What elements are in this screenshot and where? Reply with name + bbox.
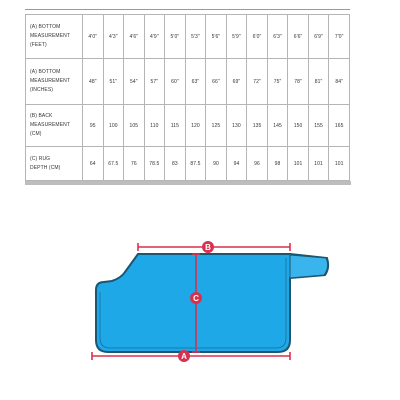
table-cell: 72" — [247, 59, 268, 105]
table-cell: 6'0" — [247, 15, 268, 59]
table-cell: 60" — [165, 59, 186, 105]
table-cell: 105 — [124, 105, 145, 147]
row-header-line: (B) BACK — [30, 113, 53, 119]
row-header-line: (A) BOTTOM — [30, 69, 61, 75]
table-cell: 98 — [267, 147, 288, 181]
table-cell: 150 — [288, 105, 309, 147]
table-cell: 94 — [226, 147, 247, 181]
table-cell: 95 — [83, 105, 104, 147]
table-cell: 4'6" — [124, 15, 145, 59]
table-cell: 84" — [329, 59, 350, 105]
table-cell: 76 — [124, 147, 145, 181]
label-b: B — [205, 243, 211, 252]
table-cell: 155 — [308, 105, 329, 147]
table-cell: 63" — [185, 59, 206, 105]
table-cell: 54" — [124, 59, 145, 105]
table-cell: 165 — [329, 105, 350, 147]
table-cell: 115 — [165, 105, 186, 147]
table-cell: 69" — [226, 59, 247, 105]
table-cell: 67.5 — [103, 147, 124, 181]
table-cell: 64 — [83, 147, 104, 181]
table-cell: 101 — [288, 147, 309, 181]
table-cell: 101 — [329, 147, 350, 181]
table-cell: 87.5 — [185, 147, 206, 181]
row-header-line: (A) BOTTOM — [30, 24, 61, 30]
row-header-line: DEPTH (CM) — [30, 164, 61, 171]
row-header-line: MEASUREMENT — [30, 78, 70, 84]
table-cell: 6'3" — [267, 15, 288, 59]
table-cell: 5'3" — [185, 15, 206, 59]
row-header-line: (FEET) — [30, 42, 47, 48]
table-cell: 83 — [165, 147, 186, 181]
table-cell: 5'6" — [206, 15, 227, 59]
table-cell: 110 — [144, 105, 165, 147]
label-c: C — [193, 294, 199, 303]
table-cell: 6'9" — [308, 15, 329, 59]
table-cell: 125 — [206, 105, 227, 147]
row-header-line: (INCHES) — [30, 87, 54, 93]
table-cell: 48" — [83, 59, 104, 105]
table-cell: 145 — [267, 105, 288, 147]
table-cell: 81" — [308, 59, 329, 105]
table-cell: 66" — [206, 59, 227, 105]
table-cell: 57" — [144, 59, 165, 105]
table-cell: 120 — [185, 105, 206, 147]
table-cell: 78" — [288, 59, 309, 105]
table-cell: 101 — [308, 147, 329, 181]
table-cell: 51" — [103, 59, 124, 105]
table-cell: 5'9" — [226, 15, 247, 59]
table-cell: 4'3" — [103, 15, 124, 59]
table-cell: 100 — [103, 105, 124, 147]
row-header-line: MEASUREMENT — [30, 122, 70, 128]
table-cell: 4'0" — [83, 15, 104, 59]
row-header-line: MEASUREMENT — [30, 33, 70, 39]
row-header-line: (C) RUG — [30, 155, 51, 162]
table-cell: 5'0" — [165, 15, 186, 59]
table-cell: 6'6" — [288, 15, 309, 59]
table-cell: 7'0" — [329, 15, 350, 59]
measure-b — [138, 241, 290, 253]
table-cell: 75" — [267, 59, 288, 105]
label-a: A — [181, 352, 187, 361]
table-cell: 130 — [226, 105, 247, 147]
table-cell: 78.5 — [144, 147, 165, 181]
neck-flap — [290, 255, 328, 278]
table-cell: 96 — [247, 147, 268, 181]
table-cell: 90 — [206, 147, 227, 181]
table-cell: 135 — [247, 105, 268, 147]
table-cell: 4'9" — [144, 15, 165, 59]
row-header-line: (CM) — [30, 131, 42, 137]
